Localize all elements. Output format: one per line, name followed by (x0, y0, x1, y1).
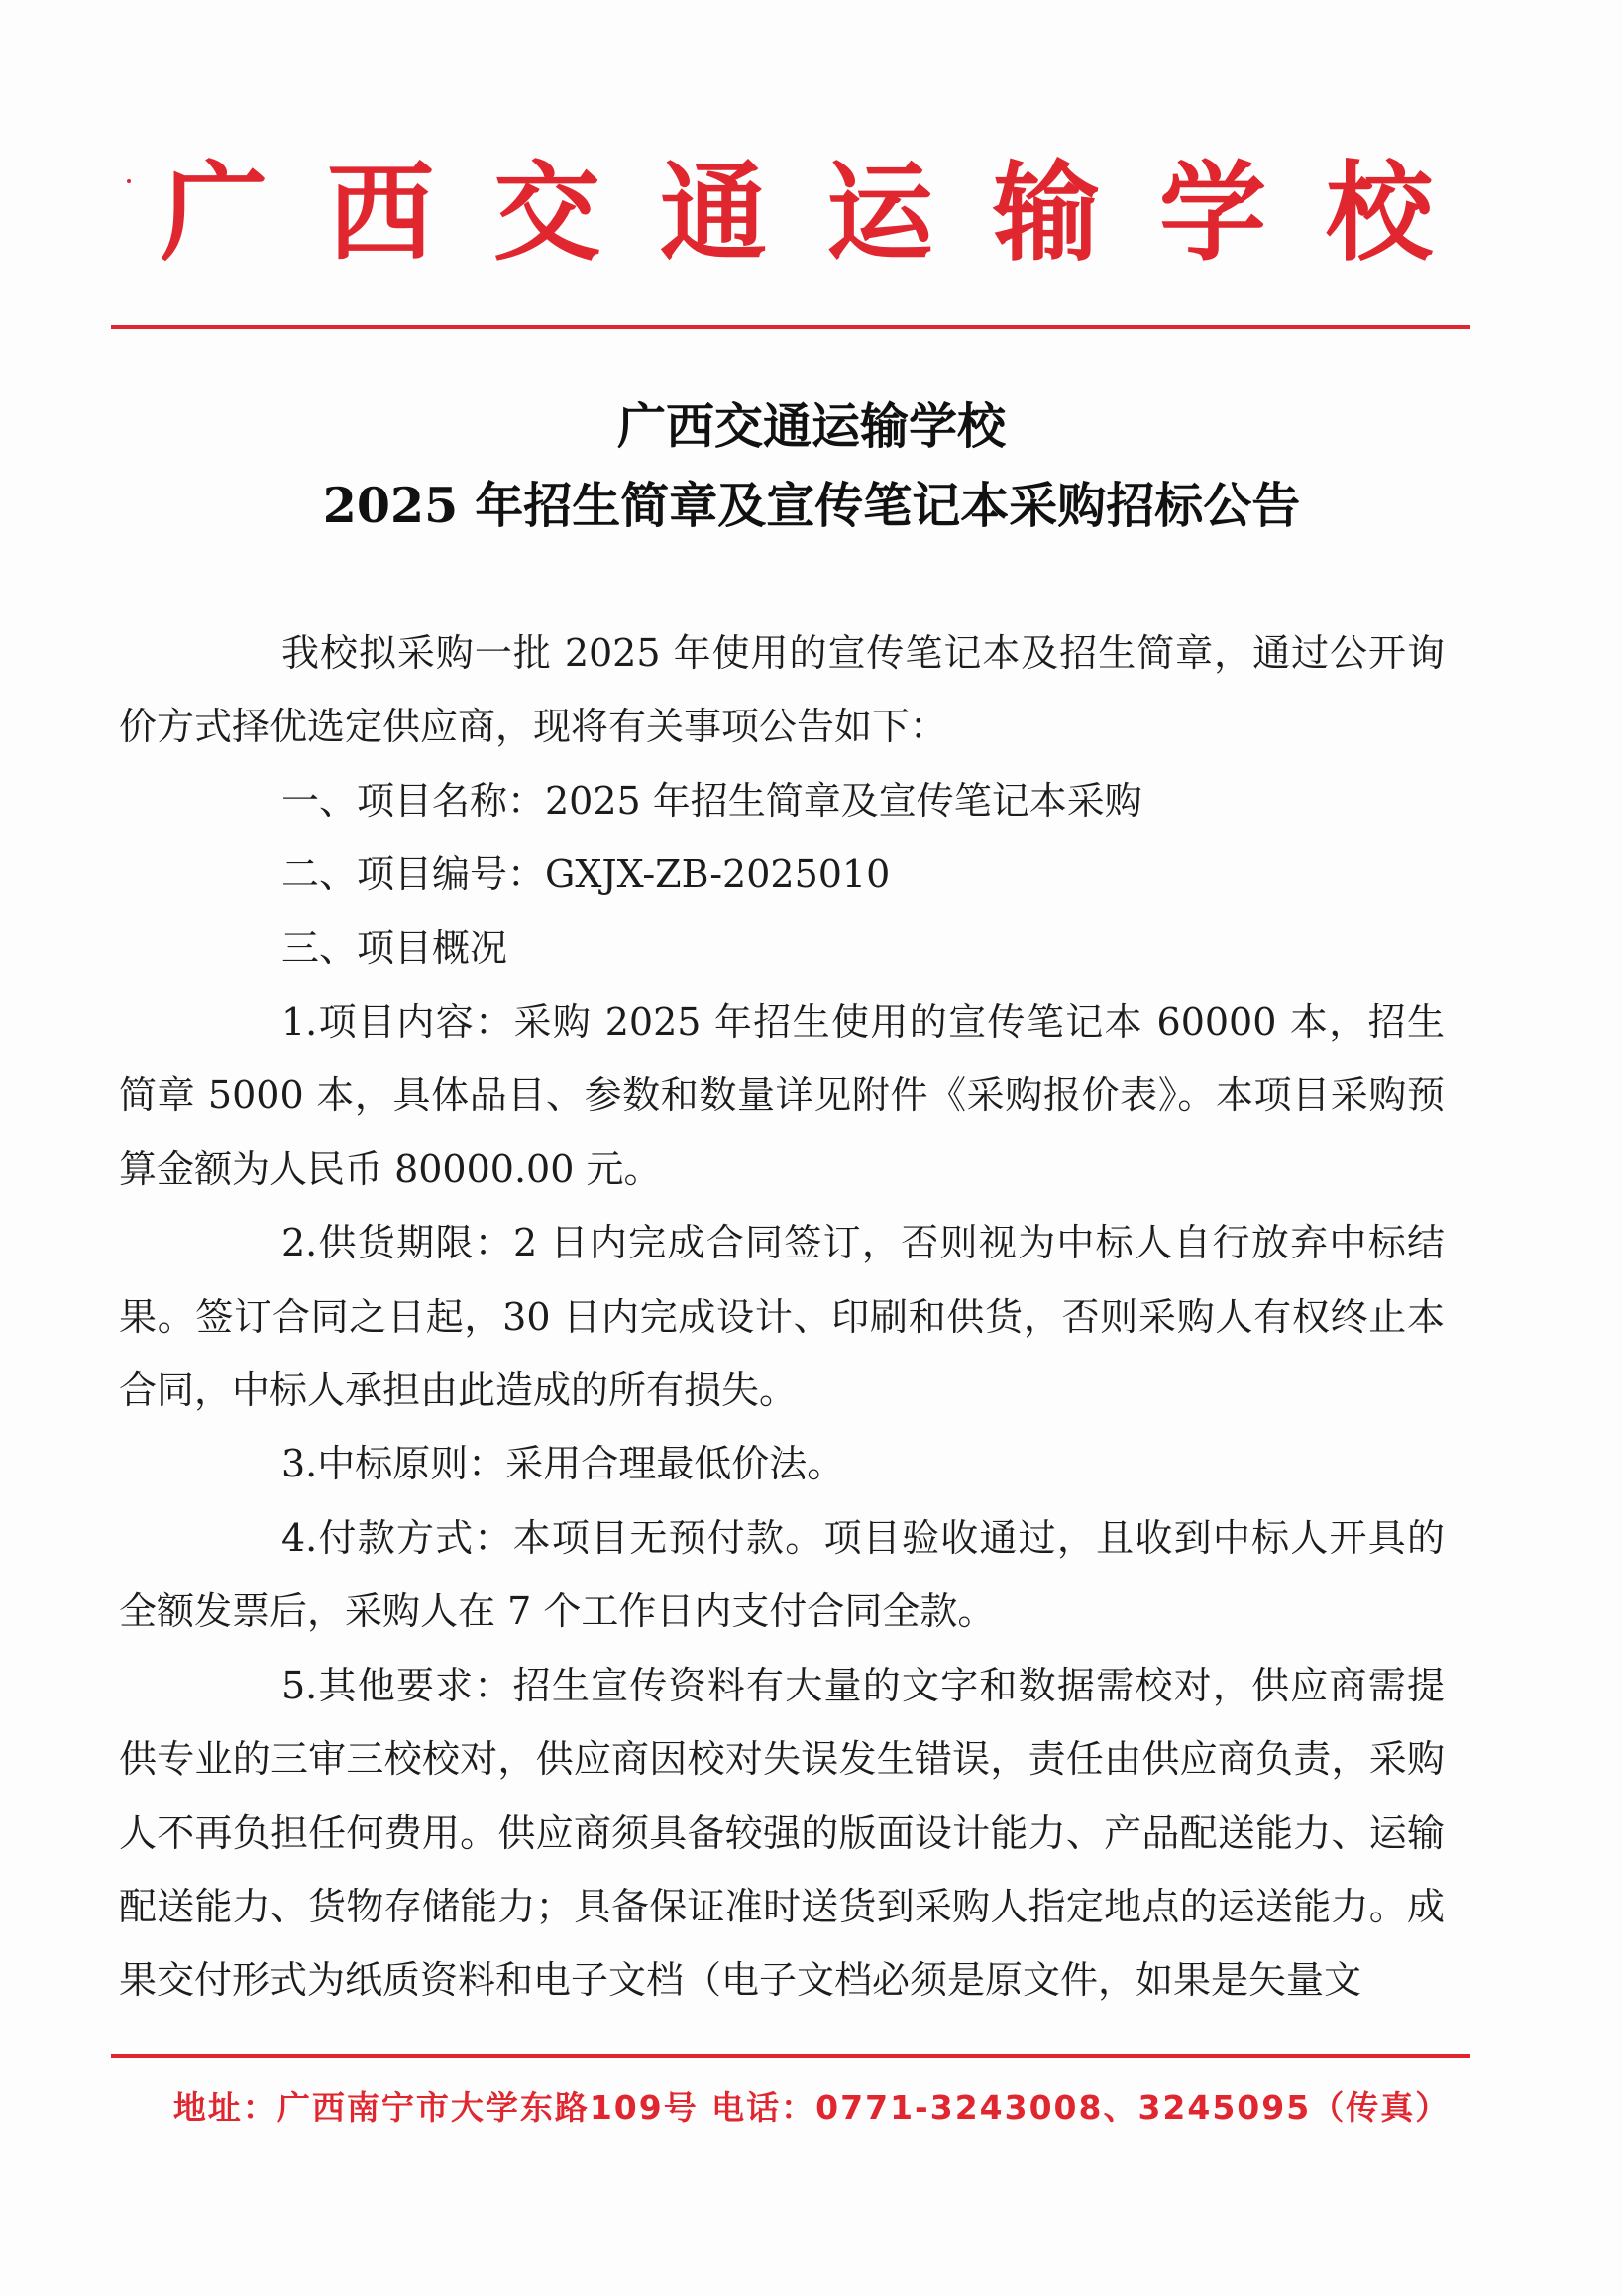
payment-method-paragraph: 4.付款方式：本项目无预付款。项目验收通过，且收到中标人开具的全额发票后，采购人在 7 个工作日内支付合同全款。 (119, 1515, 1445, 1634)
letterhead-school-name: 广西交通运输学校 (160, 151, 1492, 275)
footer-red-rule (111, 2054, 1470, 2058)
project-overview-heading: 三、项目概况 (281, 926, 508, 970)
project-name-paragraph: 一、项目名称：2025 年招生简章及宣传笔记本采购 (281, 778, 1142, 822)
project-content-paragraph: 1.项目内容：采购 2025 年招生使用的宣传笔记本 60000 本，招生简章 5000 本，具体品目、参数和数量详见附件《采购报价表》。本项目采购预算金额为人民币 80000.00 元。 (119, 1000, 1445, 1191)
project-number-paragraph: 二、项目编号：GXJX-ZB-2025010 (281, 852, 891, 897)
footer-contact: 地址：广西南宁市大学东路109号 电话：0771-3243008、3245095（传真） (172, 2088, 1451, 2127)
intro-paragraph: 我校拟采购一批 2025 年使用的宣传笔记本及招生简章，通过公开询价方式择优选定供应商，现将有关事项公告如下： (119, 631, 1445, 749)
letterhead-red-rule (111, 325, 1470, 329)
delivery-period-paragraph: 2.供货期限：2 日内完成合同签订，否则视为中标人自行放弃中标结果。签订合同之日起，30 日内完成设计、印刷和供货，否则采购人有权终止本合同，中标人承担由此造成的所有损失。 (119, 1221, 1445, 1413)
notice-title-line-1: 广西交通运输学校 (616, 397, 1006, 455)
award-principle-paragraph: 3.中标原则：采用合理最低价法。 (281, 1442, 845, 1486)
notice-body (119, 616, 1445, 2018)
other-requirements-paragraph: 5.其他要求：招生宣传资料有大量的文字和数据需校对，供应商需提供专业的三审三校校对，供应商因校对失误发生错误，责任由供应商负责，采购人不再负担任何费用。供应商须具备较强的版面设计能力、产品配送能力、运输配送能力、货物存储能力；具备保证准时送货到采购人指定地点的运送能力。成果交付形式为纸质资料和电子文档（电子文档必须是原文件，如果是矢量文 (119, 1663, 1445, 2003)
notice-title-line-2: 2025 年招生简章及宣传笔记本采购招标公告 (322, 477, 1301, 534)
